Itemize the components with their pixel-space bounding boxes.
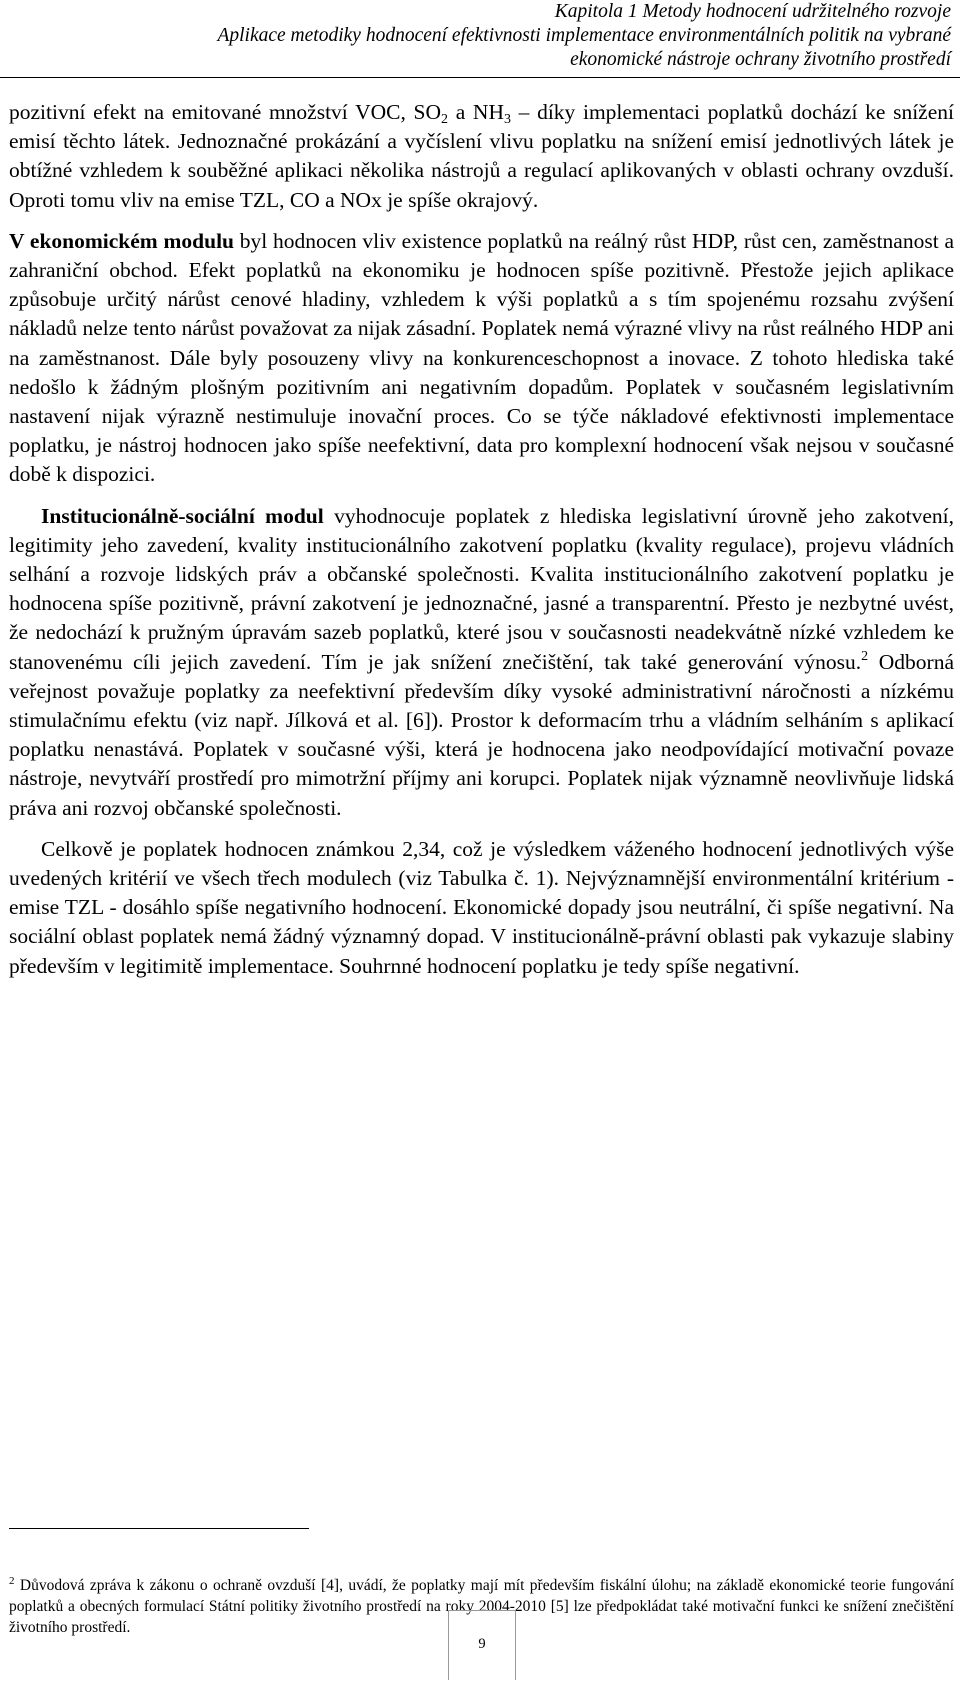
footnote-number: 2 bbox=[9, 1575, 15, 1587]
paragraph-environmental-effects: pozitivní efekt na emitované množství VOC, $SO_2$ a $NH_3$ – díky implementaci poplatků dochází ke snížení emisí těchto látek. Jednoznačné prokázání a vyčíslení vlivu poplatku na snížení emisí jednotlivých látek je obtížné vzhledem k souběžné aplikaci několika nástrojů a regulací aplikovaných v oblasti ochrany ovzduší. Oproti tomu vliv na emise TZL, CO a NOx je spíše okrajový. bbox=[9, 100, 954, 212]
footnote-divider bbox=[9, 1528, 309, 1529]
term-economic-module: V ekonomickém modulu bbox=[9, 228, 235, 253]
header-subtitle-line1: Aplikace metodiky hodnocení efektivnosti implementace environmentálních politik na vybrané bbox=[217, 25, 951, 46]
header-divider bbox=[0, 77, 960, 78]
paragraph-institutional-module: Institucionálně-sociální modul vyhodnocuje poplatek z hlediska legislativní úrovně jeho zakotvení, legitimity jeho zavedení, kvality institucionálního zakotvení poplatku (kvality regulace), projevu vládních selhání a rozvoje lidských práv a občanské společnosti. Kvalita institucionálního zakotvení poplatku je hodnocena spíše pozitivně, právní zakotvení je jednoznačné, jasné a transparentní. Přesto je nezbytné uvést, že nedochází k pružným úpravám sazeb poplatků, které jsou v současnosti neadekvátně nízké vzhledem ke stanovenému cíli jejich zavedení. Tím je jak snížení znečištění, tak také generování výnosu.$^2$ Odborná veřejnost považuje poplatky za neefektivní především díky vysoké administrativní náročnosti a nízkému stimulačnímu efektu (viz např. Jílková et al. [6]). Prostor k deformacím trhu a vládním selháním s aplikací poplatku nenastává. Poplatek v současné výši, která je hodnocena jako neodpovídající motivační povaze nástroje, nevytváří prostředí pro mimotržní příjmy ani korupci. Poplatek nijak významně neovlivňuje lidská práva ani rozvoj občanské společnosti. bbox=[9, 503, 955, 820]
header-subtitle-line2: ekonomické nástroje ochrany životního prostředí bbox=[570, 49, 951, 70]
body-text bbox=[9, 98, 954, 993]
paragraph-economic-module: V ekonomickém modulu byl hodnocen vliv existence poplatků na reálný růst HDP, růst cen, zaměstnanost a zahraniční obchod. Efekt poplatků na ekonomiku je hodnocen spíše pozitivně. Přestože jejich aplikace způsobuje určitý nárůst cenové hladiny, vzhledem k výši poplatků a s tím spojenému rozsahu zvýšení nákladů nelze tento nárůst považovat za nijak zásadní. Poplatek nemá výrazné vlivy na růst reálného HDP ani na zaměstnanost. Dále byly posouzeny vlivy na konkurenceschopnost a inovace. Z tohoto hlediska také nedošlo k žádným plošným pozitivním ani negativním dopadům. Poplatek v současném legislativním nastavení nijak výrazně nestimuluje inovační proces. Co se týče nákladové efektivnosti implementace poplatku, je nástroj hodnocen jako spíše neefektivní, data pro komplexní hodnocení však nejsou v současné době k dispozici. bbox=[9, 228, 955, 487]
term-institutional-module: Institucionálně-sociální modul bbox=[41, 503, 324, 528]
subscript-2: 2 bbox=[441, 112, 449, 127]
running-header bbox=[51, 0, 951, 72]
subscript-3: 3 bbox=[503, 112, 511, 127]
header-chapter-title: Kapitola 1 Metody hodnocení udržitelného rozvoje bbox=[554, 1, 951, 22]
paragraph-overall-assessment: Celkově je poplatek hodnocen známkou 2,34, což je výsledkem váženého hodnocení jednotlivých výše uvedených kritérií ve všech třech modulech (viz Tabulka č. 1). Nejvýznamnější environmentální kritérium - emise TZL - dosáhlo spíše negativního hodnocení. Ekonomické dopady jsou neutrální, či spíše negativní. Na sociální oblast poplatek nemá žádný významný dopad. V institucionálně-právní oblasti pak vykazuje slabiny především v legitimitě implementace. Souhrnné hodnocení poplatku je tedy spíše negativní. bbox=[9, 836, 954, 978]
footnote-reference[interactable]: 2 bbox=[861, 648, 869, 664]
page-number: 9 bbox=[448, 1610, 516, 1680]
footnote: $^2$ Důvodová zpráva k zákonu o ochraně ovzduší [4], uvádí, že poplatky mají mít především fiskální úlohu; na základě ekonomické teorie fungování poplatků a obecných formulací Státní politiky životního prostředí na roky 2004-2010 [5] lze předpokládat také motivační funkci ke snížení znečištění životního prostředí. bbox=[9, 1575, 954, 1636]
